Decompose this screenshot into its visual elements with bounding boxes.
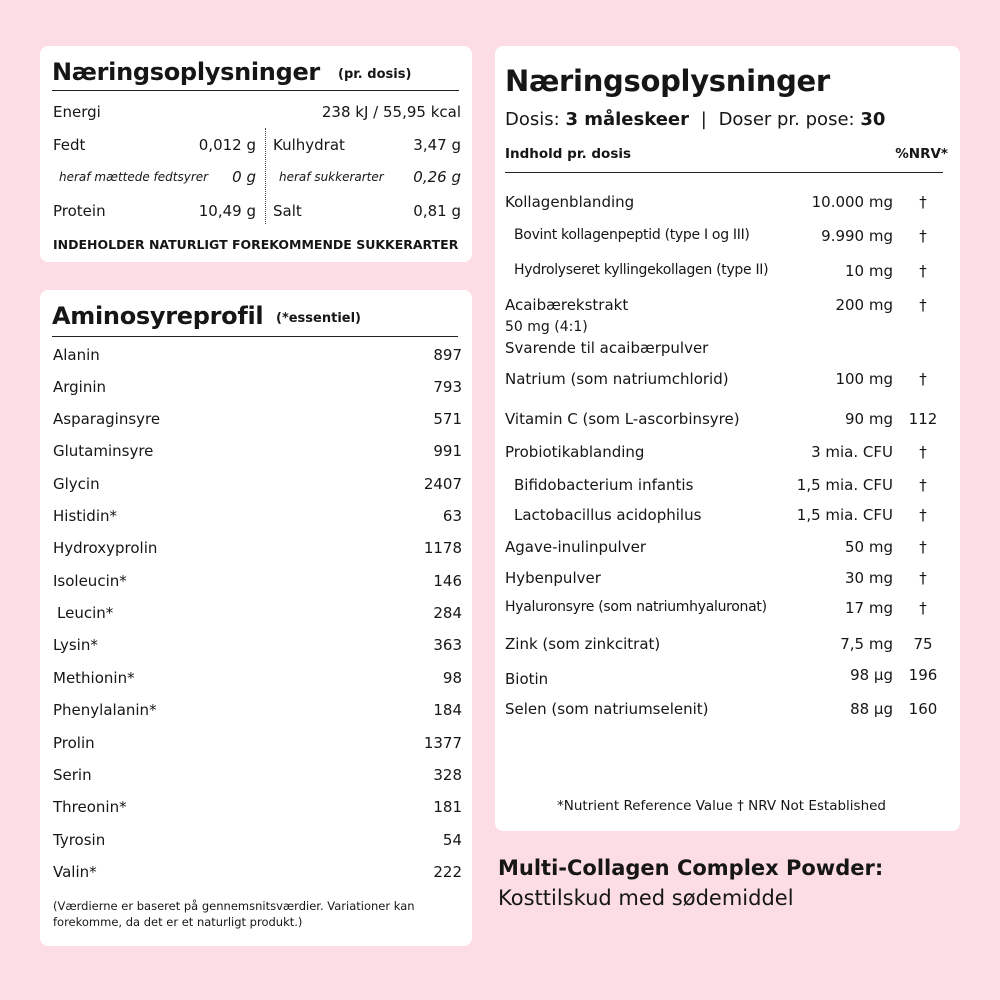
- nutrient-name-line3: Svarende til acaibærpulver: [505, 339, 709, 357]
- amino-name: Phenylalanin*: [53, 701, 157, 719]
- amino-name: Hydroxyprolin: [53, 539, 158, 557]
- energy-value: 238 kJ / 55,95 kcal: [321, 103, 461, 121]
- amino-row: [53, 798, 462, 818]
- nutrient-name: Zink (som zinkcitrat): [505, 635, 661, 653]
- amino-value: 284: [433, 604, 462, 622]
- nutrient-amount: 88 µg: [850, 700, 893, 718]
- doses-per-bag-value: 30: [860, 109, 886, 130]
- nutrient-row: [505, 294, 945, 360]
- amino-value: 63: [442, 507, 462, 525]
- amino-name: Leucin*: [57, 604, 114, 622]
- amino-name: Prolin: [53, 734, 95, 752]
- amino-row: [53, 701, 462, 721]
- nutrient-nrv: †: [919, 370, 927, 388]
- nutrient-name: Bovint kollagenpeptid (type I og III): [514, 227, 750, 243]
- amino-row: [53, 734, 462, 754]
- nutrient-amount: 3 mia. CFU: [811, 443, 893, 461]
- nutrient-amount: 1,5 mia. CFU: [796, 476, 893, 494]
- amino-value: 181: [433, 798, 462, 816]
- amino-name: Threonin*: [53, 798, 127, 816]
- nutrient-nrv: †: [919, 227, 927, 245]
- nutrient-name: Hydrolyseret kyllingekollagen (type II): [514, 262, 769, 278]
- amino-card-title: Aminosyreprofil: [52, 302, 264, 330]
- nutrient-nrv: †: [919, 599, 927, 617]
- amino-value: 793: [433, 378, 462, 396]
- amino-name: Isoleucin*: [53, 572, 127, 590]
- protein-value: 10,49 g: [198, 202, 256, 220]
- amino-value: 1178: [423, 539, 462, 557]
- sat-fat-value: 0 g: [232, 168, 256, 186]
- amino-value: 991: [433, 442, 462, 460]
- amino-row: [53, 475, 462, 495]
- amino-row: [53, 378, 462, 398]
- nutrient-amount: 9.990 mg: [821, 227, 893, 245]
- divider: [505, 172, 943, 173]
- nutrient-amount: 98 µg: [850, 666, 893, 684]
- amino-value: 363: [433, 636, 462, 654]
- nutrition-card-title: Næringsoplysninger: [52, 58, 320, 86]
- nutrient-amount: 200 mg: [835, 296, 893, 314]
- amino-row: [53, 831, 462, 851]
- carb-value: 3,47 g: [413, 136, 461, 154]
- fat-value: 0,012 g: [198, 136, 256, 154]
- salt-value: 0,81 g: [413, 202, 461, 220]
- nutrient-nrv: †: [919, 476, 927, 494]
- carb-label: Kulhydrat: [273, 136, 345, 154]
- amino-name: Tyrosin: [53, 831, 106, 849]
- amino-row: [53, 572, 462, 592]
- amino-value: 54: [442, 831, 462, 849]
- nutrient-name: Acaibærekstrakt: [505, 296, 629, 314]
- nutrient-nrv: †: [919, 538, 927, 556]
- divider: [52, 90, 459, 91]
- sat-fat-label: heraf mættede fedtsyrer: [59, 170, 209, 184]
- amino-row: [53, 863, 462, 883]
- amino-value: 571: [433, 410, 462, 428]
- amino-acid-card: [40, 290, 472, 946]
- nutrient-nrv: †: [919, 193, 927, 211]
- nutrient-amount: 10 mg: [845, 262, 893, 280]
- amino-value: 146: [433, 572, 462, 590]
- product-title: Multi-Collagen Complex Powder:: [498, 856, 884, 880]
- column-header-nrv: %NRV*: [895, 146, 948, 162]
- dose-separator: |: [700, 109, 707, 130]
- amino-value: 1377: [423, 734, 462, 752]
- fat-label: Fedt: [53, 136, 86, 154]
- nutrient-nrv: 75: [913, 635, 933, 653]
- amino-row: [53, 410, 462, 430]
- nutrient-name-line2: 50 mg (4:1): [505, 319, 588, 335]
- amino-footnote: (Værdierne er baseret på gennemsnitsværdier. Variationer kan forekomme, da det er et naturligt produkt.): [53, 899, 415, 929]
- nutrition-detail-card: [495, 46, 960, 831]
- nutrient-amount: 1,5 mia. CFU: [796, 506, 893, 524]
- nutrient-name: Hyaluronsyre (som natriumhyaluronat): [505, 599, 767, 615]
- dose-value: 3 måleskeer: [565, 109, 690, 130]
- nutrient-amount: 30 mg: [845, 569, 893, 587]
- amino-value: 184: [433, 701, 462, 719]
- column-header-content: Indhold pr. dosis: [505, 146, 632, 162]
- nutrient-name: Vitamin C (som L-ascorbinsyre): [505, 410, 740, 428]
- dose-label: Dosis:: [505, 109, 560, 130]
- dose-line: [505, 109, 885, 130]
- amino-name: Glycin: [53, 475, 100, 493]
- energy-label: Energi: [53, 103, 101, 121]
- amino-card-subtitle: (*essentiel): [276, 311, 361, 326]
- nutrient-amount: 50 mg: [845, 538, 893, 556]
- amino-value: 897: [433, 346, 462, 364]
- salt-label: Salt: [273, 202, 302, 220]
- amino-name: Alanin: [53, 346, 100, 364]
- nutrition-card-subtitle: (pr. dosis): [338, 67, 412, 82]
- nutrient-amount: 100 mg: [835, 370, 893, 388]
- detail-card-title: Næringsoplysninger: [505, 64, 830, 98]
- nutrient-nrv: 196: [908, 666, 938, 684]
- amino-name: Serin: [53, 766, 92, 784]
- nutrient-name: Selen (som natriumselenit): [505, 700, 709, 718]
- amino-row: [53, 442, 462, 462]
- nrv-footnote: *Nutrient Reference Value † NRV Not Established: [557, 798, 886, 814]
- amino-name: Valin*: [53, 863, 97, 881]
- amino-name: Lysin*: [53, 636, 98, 654]
- divider: [52, 336, 458, 337]
- nutrient-nrv: †: [919, 262, 927, 280]
- amino-row: [53, 539, 462, 559]
- amino-name: Histidin*: [53, 507, 118, 525]
- amino-row: [53, 766, 462, 786]
- nutrient-nrv: 160: [908, 700, 938, 718]
- amino-row: [53, 636, 462, 656]
- nutrient-name: Bifidobacterium infantis: [514, 476, 694, 494]
- amino-row: [53, 507, 462, 527]
- amino-value: 328: [433, 766, 462, 784]
- nutrient-amount: 7,5 mg: [840, 635, 893, 653]
- amino-name: Glutaminsyre: [53, 442, 154, 460]
- amino-value: 98: [442, 669, 462, 687]
- nutrient-name: Natrium (som natriumchlorid): [505, 370, 729, 388]
- amino-value: 2407: [423, 475, 462, 493]
- nutrient-nrv: †: [919, 569, 927, 587]
- doses-per-bag-label: Doser pr. pose:: [718, 109, 855, 130]
- amino-name: Methionin*: [53, 669, 135, 687]
- nutrient-name: Biotin: [505, 670, 549, 688]
- nutrient-nrv: †: [919, 443, 927, 461]
- nutrient-nrv: †: [919, 506, 927, 524]
- nutrient-name: Kollagenblanding: [505, 193, 635, 211]
- product-subtitle: Kosttilskud med sødemiddel: [498, 886, 794, 910]
- nutrient-name: Agave-inulinpulver: [505, 538, 646, 556]
- nutrient-name: Hybenpulver: [505, 569, 601, 587]
- nutrient-nrv: †: [919, 296, 927, 314]
- sugar-note: INDEHOLDER NATURLIGT FOREKOMMENDE SUKKERARTER: [53, 237, 459, 252]
- nutrient-name: Lactobacillus acidophilus: [514, 506, 702, 524]
- sugar-value: 0,26 g: [413, 168, 461, 186]
- amino-name: Arginin: [53, 378, 107, 396]
- nutrient-name: Probiotikablanding: [505, 443, 645, 461]
- sugar-label: heraf sukkerarter: [279, 170, 384, 184]
- amino-row: [53, 669, 462, 689]
- nutrient-amount: 90 mg: [845, 410, 893, 428]
- nutrient-amount: 17 mg: [845, 599, 893, 617]
- amino-row: [53, 346, 462, 366]
- nutrient-amount: 10.000 mg: [811, 193, 893, 211]
- amino-row: [53, 604, 462, 624]
- nutrition-summary-card: [40, 46, 472, 262]
- nutrient-nrv: 112: [908, 410, 938, 428]
- amino-value: 222: [433, 863, 462, 881]
- protein-label: Protein: [53, 202, 106, 220]
- column-divider: [265, 128, 266, 224]
- amino-name: Asparaginsyre: [53, 410, 161, 428]
